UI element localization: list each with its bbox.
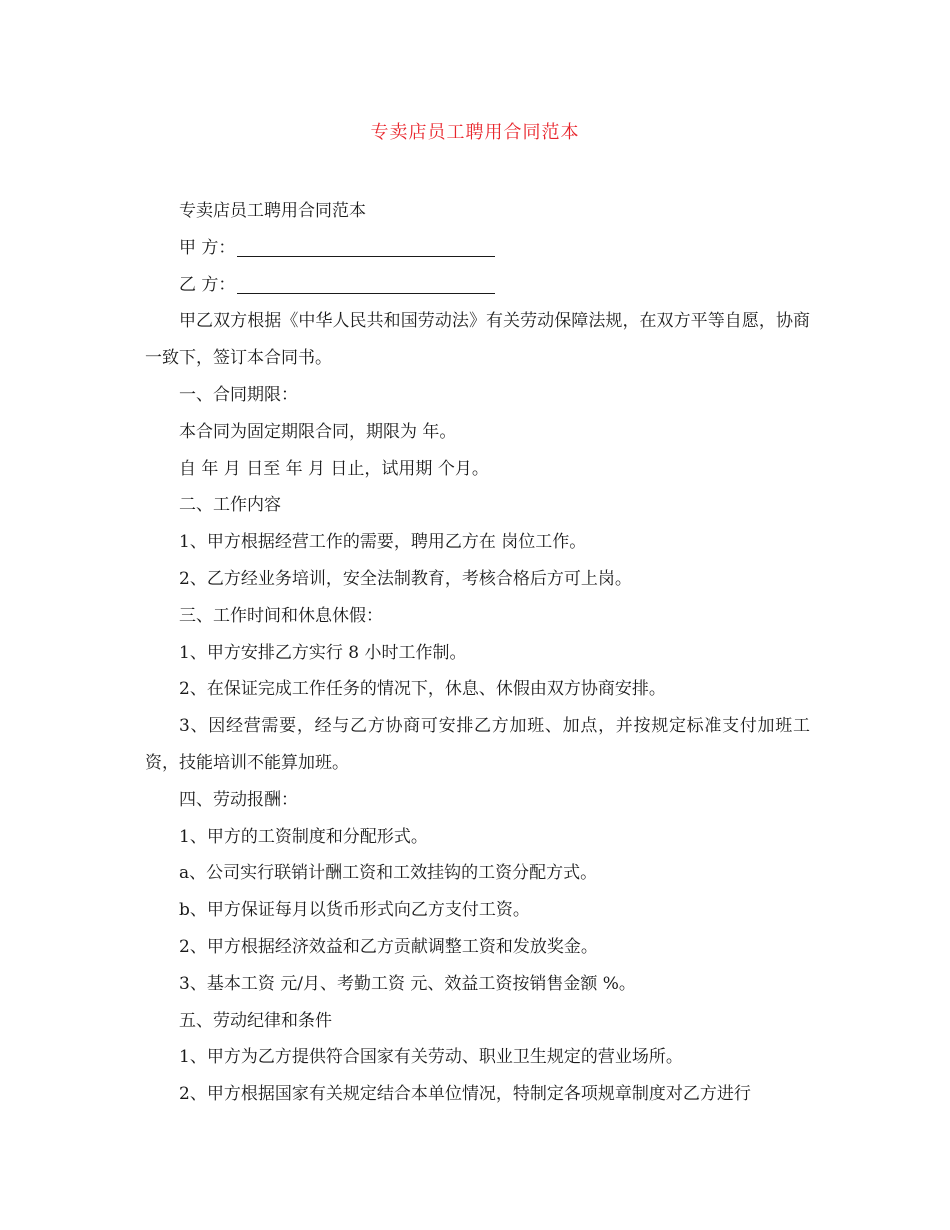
paragraph: 3、基本工资 元/月、考勤工资 元、效益工资按销售金额 %。 bbox=[179, 973, 636, 994]
section-heading: 三、工作时间和休息休假： bbox=[179, 605, 383, 626]
party-a-blank bbox=[237, 236, 495, 257]
party-a-label: 甲 方： bbox=[179, 237, 236, 258]
section-heading: 二、工作内容 bbox=[179, 495, 281, 516]
paragraph: 2、在保证完成工作任务的情况下，休息、休假由双方协商安排。 bbox=[179, 679, 666, 700]
paragraph: 1、甲方根据经营工作的需要，聘用乙方在 岗位工作。 bbox=[179, 532, 587, 553]
party-b-label: 乙 方： bbox=[179, 274, 236, 295]
section-heading: 一、合同期限： bbox=[179, 384, 298, 405]
party-b-blank bbox=[237, 273, 495, 294]
paragraph: a、公司实行联销计酬工资和工效挂钩的工资分配方式。 bbox=[179, 863, 598, 884]
paragraph: 本合同为固定期限合同，期限为 年。 bbox=[179, 421, 457, 442]
paragraph: 甲乙双方根据《中华人民共和国劳动法》有关劳动保障法规，在双方平等自愿，协商一致下，签订本合同书。 bbox=[145, 311, 810, 369]
party-a-line bbox=[145, 230, 810, 267]
section-heading: 四、劳动报酬： bbox=[179, 789, 298, 810]
section-heading: 五、劳动纪律和条件 bbox=[179, 1010, 332, 1031]
paragraph: 2、乙方经业务培训，安全法制教育，考核合格后方可上岗。 bbox=[179, 568, 632, 589]
document-title: 专卖店员工聘用合同范本 bbox=[370, 122, 580, 143]
paragraph: 自 年 月 日至 年 月 日止，试用期 个月。 bbox=[179, 458, 489, 479]
party-b-line bbox=[145, 267, 810, 304]
paragraph: 1、甲方安排乙方实行 8 小时工作制。 bbox=[179, 642, 467, 663]
paragraph: 2、甲方根据国家有关规定结合本单位情况，特制定各项规章制度对乙方进行 bbox=[179, 1084, 751, 1105]
paragraph: 3、因经营需要，经与乙方协商可安排乙方加班、加点，并按规定标准支付加班工资，技能培训不能算加班。 bbox=[145, 716, 810, 773]
document-subtitle: 专卖店员工聘用合同范本 bbox=[179, 201, 366, 221]
paragraph: 1、甲方为乙方提供符合国家有关劳动、职业卫生规定的营业场所。 bbox=[179, 1047, 683, 1068]
paragraph: 1、甲方的工资制度和分配形式。 bbox=[179, 826, 428, 847]
paragraph: b、甲方保证每月以货币形式向乙方支付工资。 bbox=[179, 900, 530, 921]
paragraph: 2、甲方根据经济效益和乙方贡献调整工资和发放奖金。 bbox=[179, 936, 598, 957]
document-body bbox=[145, 193, 810, 1113]
